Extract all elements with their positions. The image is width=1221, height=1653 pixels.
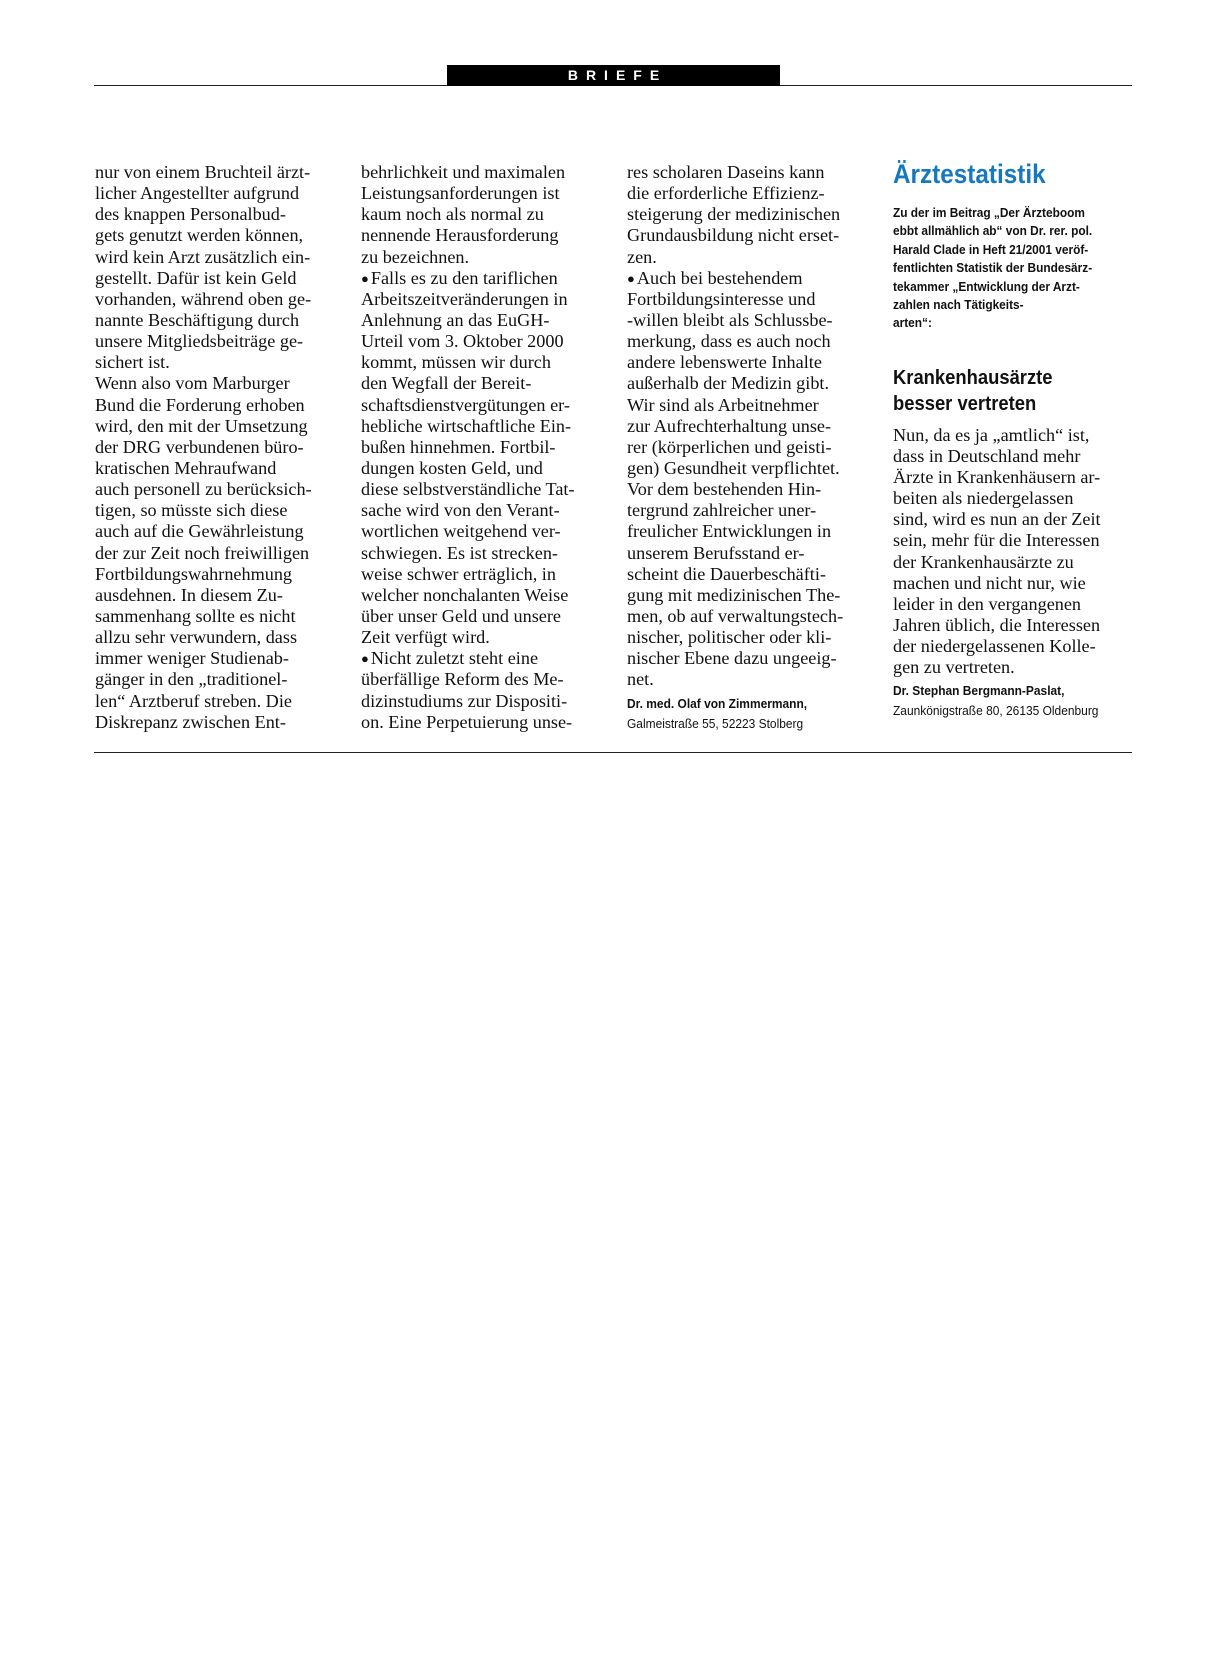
text-line: wird, den mit der Umsetzung	[95, 415, 308, 436]
column-3	[627, 162, 877, 734]
text-line: gen) Gesundheit verpflichtet.	[627, 457, 840, 478]
signature-address: Zaunkönigstraße 80, 26135 Oldenburg	[893, 703, 1099, 719]
text-line: tigen, so müsste sich diese	[95, 500, 288, 521]
text-line: zen.	[627, 246, 657, 267]
text-line: Grundausbildung nicht erset-	[627, 225, 840, 246]
text-line: über unser Geld und unsere	[361, 605, 562, 626]
text-line: gung mit medizinischen The-	[627, 584, 841, 605]
text-line: sichert ist.	[95, 352, 170, 373]
text-line: machen und nicht nur, wie	[893, 572, 1086, 593]
text-line: immer weniger Studienab-	[95, 648, 289, 669]
text-line: den Wegfall der Bereit-	[361, 373, 532, 394]
bullet-line: ● Nicht zuletzt steht eine	[361, 648, 611, 669]
text-line: hebliche wirtschaftliche Ein-	[361, 415, 572, 436]
text-line: Wir sind als Arbeitnehmer	[627, 394, 819, 415]
text-line: der niedergelassenen Kolle-	[893, 636, 1096, 657]
text-line: kaum noch als normal zu	[361, 204, 544, 225]
text-line: Jahren üblich, die Interessen	[893, 615, 1101, 635]
intro-line: arten“:	[893, 315, 932, 331]
text-line: zur Aufrechterhaltung unse-	[627, 415, 832, 436]
text-line: leider in den vergangenen	[893, 593, 1082, 614]
text-line: zu bezeichnen.	[361, 246, 470, 267]
text-line: allzu sehr verwundern, dass	[95, 627, 298, 648]
text-line: Fortbildungsinteresse und	[627, 288, 816, 309]
text-line: kommt, müssen wir durch	[361, 352, 551, 373]
column-2	[361, 162, 611, 733]
text-line: wortlichen weitgehend ver-	[361, 521, 561, 542]
letter-title	[893, 365, 1114, 417]
text-line: len“ Arztberuf streben. Die	[95, 690, 292, 711]
text-line: dass in Deutschland mehr	[893, 445, 1081, 466]
bullet-line: ● Auch bei bestehendem	[627, 268, 877, 289]
text-line: sind, wird es nun an der Zeit	[893, 509, 1101, 530]
text-line: Anlehnung an das EuGH-	[361, 309, 550, 330]
text-line: schwiegen. Es ist strecken-	[361, 542, 558, 563]
text-line: kratischen Mehraufwand	[95, 457, 277, 478]
text-line: behrlichkeit und maximalen	[361, 162, 566, 182]
text-line: Zeit verfügt wird.	[361, 627, 490, 648]
letter-title-line: Krankenhausärzte	[893, 366, 1053, 389]
column-1	[95, 162, 345, 733]
section-intro	[893, 204, 1109, 333]
text-line: -willen bleibt als Schlussbe-	[627, 309, 833, 330]
text-line: Urteil vom 3. Oktober 2000	[361, 331, 564, 352]
intro-line: ebbt allmählich ab“ von Dr. rer. pol.	[893, 223, 1093, 239]
text-line: res scholaren Daseins kann	[627, 162, 825, 182]
text-line: Fortbildungswahrnehmung	[95, 563, 293, 584]
text-line: tergrund zahlreicher uner-	[627, 500, 817, 521]
text-line: nischer, politischer oder kli-	[627, 627, 832, 648]
intro-line: Zu der im Beitrag „Der Ärzteboom	[893, 205, 1085, 220]
text-line: net.	[627, 669, 654, 690]
text-line: scheint die Dauerbeschäfti-	[627, 563, 826, 584]
text-line: die erforderliche Effizienz-	[627, 183, 825, 204]
text-line: nur von einem Bruchteil ärzt-	[95, 162, 311, 182]
text-line: sache wird von den Verant-	[361, 500, 560, 521]
signature-address: Galmeistraße 55, 52223 Stolberg	[627, 715, 804, 731]
text-line: on. Eine Perpetuierung unse-	[361, 711, 573, 732]
column-4	[893, 159, 1133, 721]
text-line: freulicher Entwicklungen in	[627, 521, 832, 542]
text-line: beiten als niedergelassen	[893, 488, 1074, 509]
text-line: des knappen Personalbud-	[95, 204, 286, 225]
letter-signature	[893, 681, 1114, 721]
text-line: men, ob auf verwaltungstech-	[627, 605, 844, 626]
text-line: nischer Ebene dazu ungeeig-	[627, 648, 837, 669]
text-line: gen zu vertreten.	[893, 657, 1015, 678]
text-line: auch auf die Gewährleistung	[95, 521, 304, 542]
intro-line: tekammer „Entwicklung der Arzt-	[893, 278, 1080, 294]
letter-title-line: besser vertreten	[893, 392, 1037, 415]
bottom-rule	[94, 752, 1132, 753]
section-label: BRIEFE	[447, 65, 780, 86]
text-line: dizinstudiums zur Dispositi-	[361, 690, 568, 711]
text-line: wird kein Arzt zusätzlich ein-	[95, 246, 311, 267]
text-line: Ärzte in Krankenhäusern ar-	[893, 467, 1101, 488]
text-line: gets genutzt werden können,	[95, 225, 304, 246]
text-line: steigerung der medizinischen	[627, 204, 841, 225]
text-line: der zur Zeit noch freiwilligen	[95, 542, 310, 563]
text-line: Leistungsanforderungen ist	[361, 183, 560, 204]
text-line: licher Angestellter aufgrund	[95, 183, 300, 204]
text-line: rer (körperlichen und geisti-	[627, 436, 832, 457]
text-line: diese selbstverständliche Tat-	[361, 479, 575, 500]
intro-line: Harald Clade in Heft 21/2001 veröf-	[893, 241, 1089, 257]
text-line: ausdehnen. In diesem Zu-	[95, 584, 283, 605]
intro-line: fentlichten Statistik der Bundesärz-	[893, 260, 1093, 276]
text-line: der Krankenhausärzte zu	[893, 551, 1074, 572]
intro-line: zahlen nach Tätigkeits-	[893, 296, 1024, 312]
text-line: gänger in den „traditionel-	[95, 669, 288, 690]
text-line: gestellt. Dafür ist kein Geld	[95, 267, 297, 288]
text-line: unsere Mitgliedsbeiträge ge-	[95, 331, 304, 352]
text-line: weise schwer erträglich, in	[361, 563, 556, 584]
signature-name: Dr. med. Olaf von Zimmermann,	[627, 695, 808, 711]
text-line: überfällige Reform des Me-	[361, 669, 564, 690]
text-line: vorhanden, während oben ge-	[95, 288, 312, 309]
text-line: welcher nonchalanten Weise	[361, 584, 569, 605]
text-line: andere lebenswerte Inhalte	[627, 352, 822, 373]
text-line: bußen hinnehmen. Fortbil-	[361, 436, 556, 457]
text-line: auch personell zu berücksich-	[95, 479, 312, 500]
text-line: Arbeitszeitveränderungen in	[361, 288, 568, 309]
letter-signature	[627, 694, 857, 734]
text-line: außerhalb der Medizin gibt.	[627, 373, 830, 394]
text-line: nennende Herausforderung	[361, 225, 559, 246]
text-line: Bund die Forderung erhoben	[95, 394, 305, 415]
text-line: sein, mehr für die Interessen	[893, 530, 1100, 551]
text-line: sammenhang sollte es nicht	[95, 605, 296, 626]
text-line: nannte Beschäftigung durch	[95, 309, 300, 330]
text-line: unserem Berufsstand er-	[627, 542, 805, 563]
text-line: Vor dem bestehenden Hin-	[627, 479, 822, 500]
signature-name: Dr. Stephan Bergmann-Paslat,	[893, 683, 1065, 699]
text-line: Wenn also vom Marburger	[95, 373, 290, 394]
text-line: Nun, da es ja „amtlich“ ist,	[893, 424, 1090, 445]
section-title: Ärztestatistik	[893, 159, 1046, 189]
text-line: dungen kosten Geld, und	[361, 457, 543, 478]
bullet-line: ● Falls es zu den tariflichen	[361, 268, 611, 289]
text-line: schaftsdienstvergütungen er-	[361, 394, 570, 415]
text-line: Diskrepanz zwischen Ent-	[95, 711, 286, 732]
text-line: merkung, dass es auch noch	[627, 331, 831, 352]
text-line: der DRG verbundenen büro-	[95, 436, 304, 457]
